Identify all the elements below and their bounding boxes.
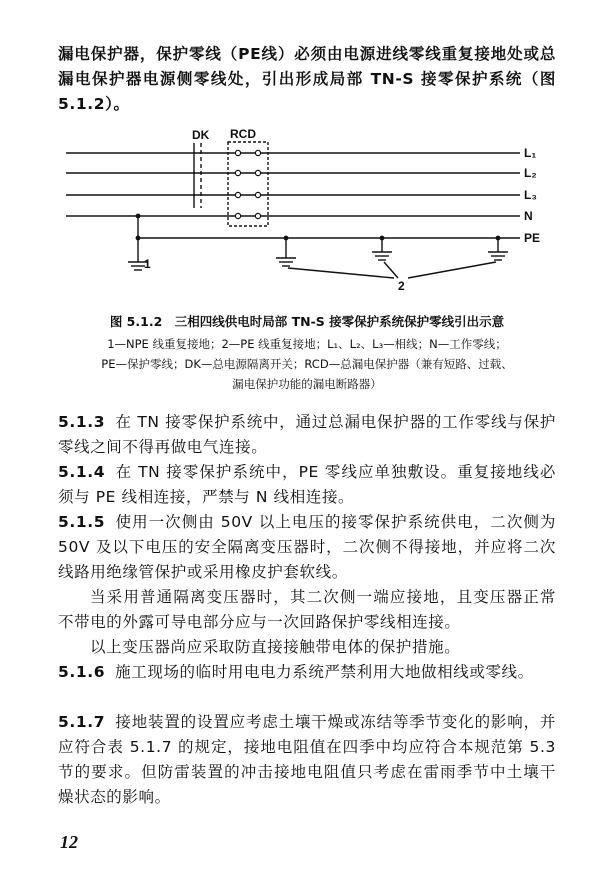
section-5-1-5-paragraph-2: 当采用普通隔离变压器时，其二次侧一端应接地，且变压器正常不带电的外露可导电部分应与一次回路保护零线相连接。 [58,588,556,631]
section-text: 接地装置的设置应考虑土壤干燥或冻结等季节变化的影响，并应符合表 5.1.7 的规定，接地电阻值在四季中均应符合本规范第 5.3 节的要求。但防雷装置的冲击接地电阻值只考虑在雷雨季节中土壤干燥状态的影响。 [58,713,556,806]
section-number: 5.1.5 [58,513,106,531]
section-5-1-7 [58,710,556,810]
label-l3: L₃ [524,188,537,202]
section-5-1-5 [58,510,556,585]
section-number: 5.1.6 [58,663,106,681]
legend-line: 漏电保护功能的漏电断路器） [232,377,382,391]
section-5-1-3 [58,410,556,460]
legend-line: PE—保护零线；DK—总电源隔离开关；RCD—总漏电保护器（兼有短路、过载、 [101,357,513,371]
section-number: 5.1.4 [58,463,106,481]
section-5-1-6 [58,660,556,685]
label-mark-2: 2 [398,279,405,293]
figure-caption-title: 图 5.1.2 三相四线供电时局部 TN-S 接零保护系统保护零线引出示意 [109,314,505,329]
intro-paragraph: 漏电保护器，保护零线（PE线）必须由电源进线零线重复接地处或总漏电保护器电源侧零线处，引出形成局部 TN-S 接零保护系统（图 5.1.2）。 [58,45,556,113]
page-number: 12 [60,832,78,852]
tn-s-wiring-diagram [58,128,558,308]
section-text: 施工现场的临时用电电力系统严禁利用大地做相线或零线。 [115,663,534,681]
label-n: N [524,209,533,223]
label-l1: L₁ [524,146,537,160]
label-dk: DK [192,128,210,142]
section-number: 5.1.3 [58,413,106,431]
figure-caption-legend [58,334,556,394]
label-rcd: RCD [230,128,256,141]
section-5-1-4 [58,460,556,510]
section-number: 5.1.7 [58,713,106,731]
section-text: 使用一次侧由 50V 以上电压的接零保护系统供电，二次侧为 50V 及以下电压的安全隔离变压器时，二次侧不得接地，并应将二次线路用绝缘管保护或采用橡皮护套软线。 [58,513,556,581]
legend-line: 1—NPE 线重复接地；2—PE 线重复接地；L₁、L₂、L₃—相线；N—工作零线； [107,337,507,351]
section-text: 在 TN 接零保护系统中，PE 零线应单独敷设。重复接地线必须与 PE 线相连接，严禁与 N 线相连接。 [58,463,556,506]
label-pe: PE [524,231,541,245]
section-text: 在 TN 接零保护系统中，通过总漏电保护器的工作零线与保护零线之间不得再做电气连接。 [58,413,556,456]
section-5-1-5-paragraph-3: 以上变压器尚应采取防直接接触带电体的保护措施。 [90,638,461,656]
label-mark-1: 1 [144,257,151,271]
label-l2: L₂ [524,166,537,180]
